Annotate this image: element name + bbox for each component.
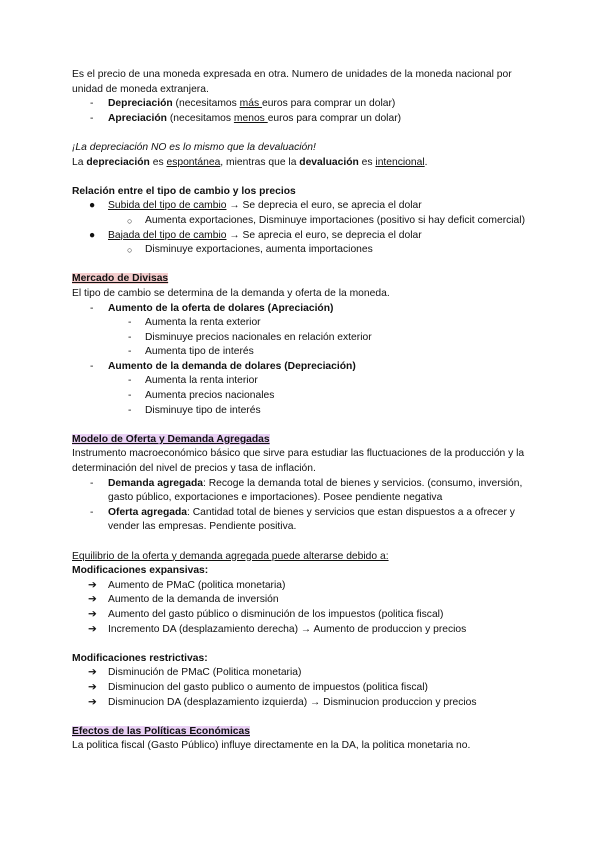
list-item: ➔ Disminucion DA (desplazamiento izquierda) → Disminucion produccion y precios (72, 696, 528, 711)
list-item-oferta: - Aumento de la oferta de dolares (Apreciación) (90, 302, 334, 314)
list-item-oferta-agregada: - Oferta agregada: Cantidad total de bienes y servicios que estan dispuestos a a ofrecer y vender las empresas. Pendiente positiva. (90, 506, 515, 533)
intro-paragraph: Es el precio de una moneda expresada en otra. Numero de unidades de la moneda nacional por unidad de moneda extranjera. (72, 69, 512, 95)
arrow-icon: ➔ (88, 608, 97, 620)
arrow-icon: ➔ (88, 623, 97, 635)
dash-marker: - (90, 112, 94, 124)
list-item-bajada: ● Bajada del tipo de cambio → Se aprecia el euro, se deprecia el dolar (72, 229, 528, 244)
list-subitem: - Aumenta la renta interior (128, 375, 258, 387)
bullet-marker: ● (89, 200, 96, 212)
efectos-heading: Efectos de las Políticas Económicas (72, 725, 250, 737)
arrow-icon: ➔ (88, 579, 97, 591)
arrow-icon: ➔ (88, 681, 97, 693)
note-italic: ¡La depreciación NO es lo mismo que la devaluación! (72, 141, 316, 153)
bullet-marker: ● (89, 229, 96, 241)
dash-marker: - (90, 98, 94, 110)
list-subitem: ○ Disminuye exportaciones, aumenta importaciones (72, 243, 528, 258)
list-item: ➔ Disminución de PMaC (Politica monetaria) (72, 666, 528, 681)
list-item-subida: ● Subida del tipo de cambio → Se deprecia el euro, se aprecia el dolar (72, 199, 528, 214)
arrow-icon: ➔ (88, 667, 97, 679)
list-item-demanda: - Aumento de la demanda de dolares (Depreciación) (90, 360, 356, 372)
restrictivas-heading: Modificaciones restrictivas: (72, 652, 208, 664)
list-item: ➔ Disminucion del gasto publico o aumento de impuestos (politica fiscal) (72, 681, 528, 696)
list-item: ➔ Incremento DA (desplazamiento derecha) → Aumento de produccion y precios (72, 623, 528, 638)
divisas-intro: El tipo de cambio se determina de la demanda y oferta de la moneda. (72, 287, 390, 299)
efectos-text: La politica fiscal (Gasto Público) influye directamente en la DA, la politica monetaria no. (72, 740, 471, 752)
list-subitem: - Disminuye tipo de interés (128, 404, 261, 416)
modelo-heading: Modelo de Oferta y Demanda Agregadas (72, 433, 270, 445)
list-item-demanda-agregada: - Demanda agregada: Recoge la demanda total de bienes y servicios. (consumo, inversión, gasto público, exportaciones e importaciones). Posee pendiente negativa (90, 477, 523, 504)
list-subitem: - Aumenta tipo de interés (128, 346, 254, 358)
relacion-heading: Relación entre el tipo de cambio y los precios (72, 185, 296, 197)
note-sentence: La depreciación es espontánea, mientras que la devaluación es intencional. (72, 156, 428, 168)
equilibrio-heading: Equilibrio de la oferta y demanda agregada puede alterarse debido a: (72, 550, 389, 562)
expansivas-heading: Modificaciones expansivas: (72, 565, 209, 577)
modelo-intro: Instrumento macroeconómico básico que sirve para estudiar las fluctuaciones de la producción y la determinación del nivel de precios y tasa de inflación. (72, 448, 525, 475)
list-item: ➔ Aumento de la demanda de inversión (72, 593, 528, 608)
list-item: ➔ Aumento del gasto público o disminución de los impuestos (politica fiscal) (72, 608, 528, 623)
list-item-depreciacion: - Depreciación (necesitamos más euros para comprar un dolar) (72, 97, 528, 112)
arrow-icon: ➔ (88, 594, 97, 606)
list-subitem: - Aumenta precios nacionales (128, 390, 275, 402)
list-item: ➔ Aumento de PMaC (politica monetaria) (72, 579, 528, 594)
list-subitem: - Aumenta la renta exterior (128, 317, 261, 329)
circle-marker: ○ (127, 245, 133, 256)
list-subitem: ○ Aumenta exportaciones, Disminuye importaciones (positivo si hay deficit comercial) (72, 214, 528, 229)
circle-marker: ○ (127, 215, 133, 226)
list-subitem: - Disminuye precios nacionales en relación exterior (128, 331, 372, 343)
divisas-heading: Mercado de Divisas (72, 273, 169, 285)
arrow-icon: ➔ (88, 696, 97, 708)
list-item-apreciacion: - Apreciación (necesitamos menos euros para comprar un dolar) (72, 112, 528, 127)
